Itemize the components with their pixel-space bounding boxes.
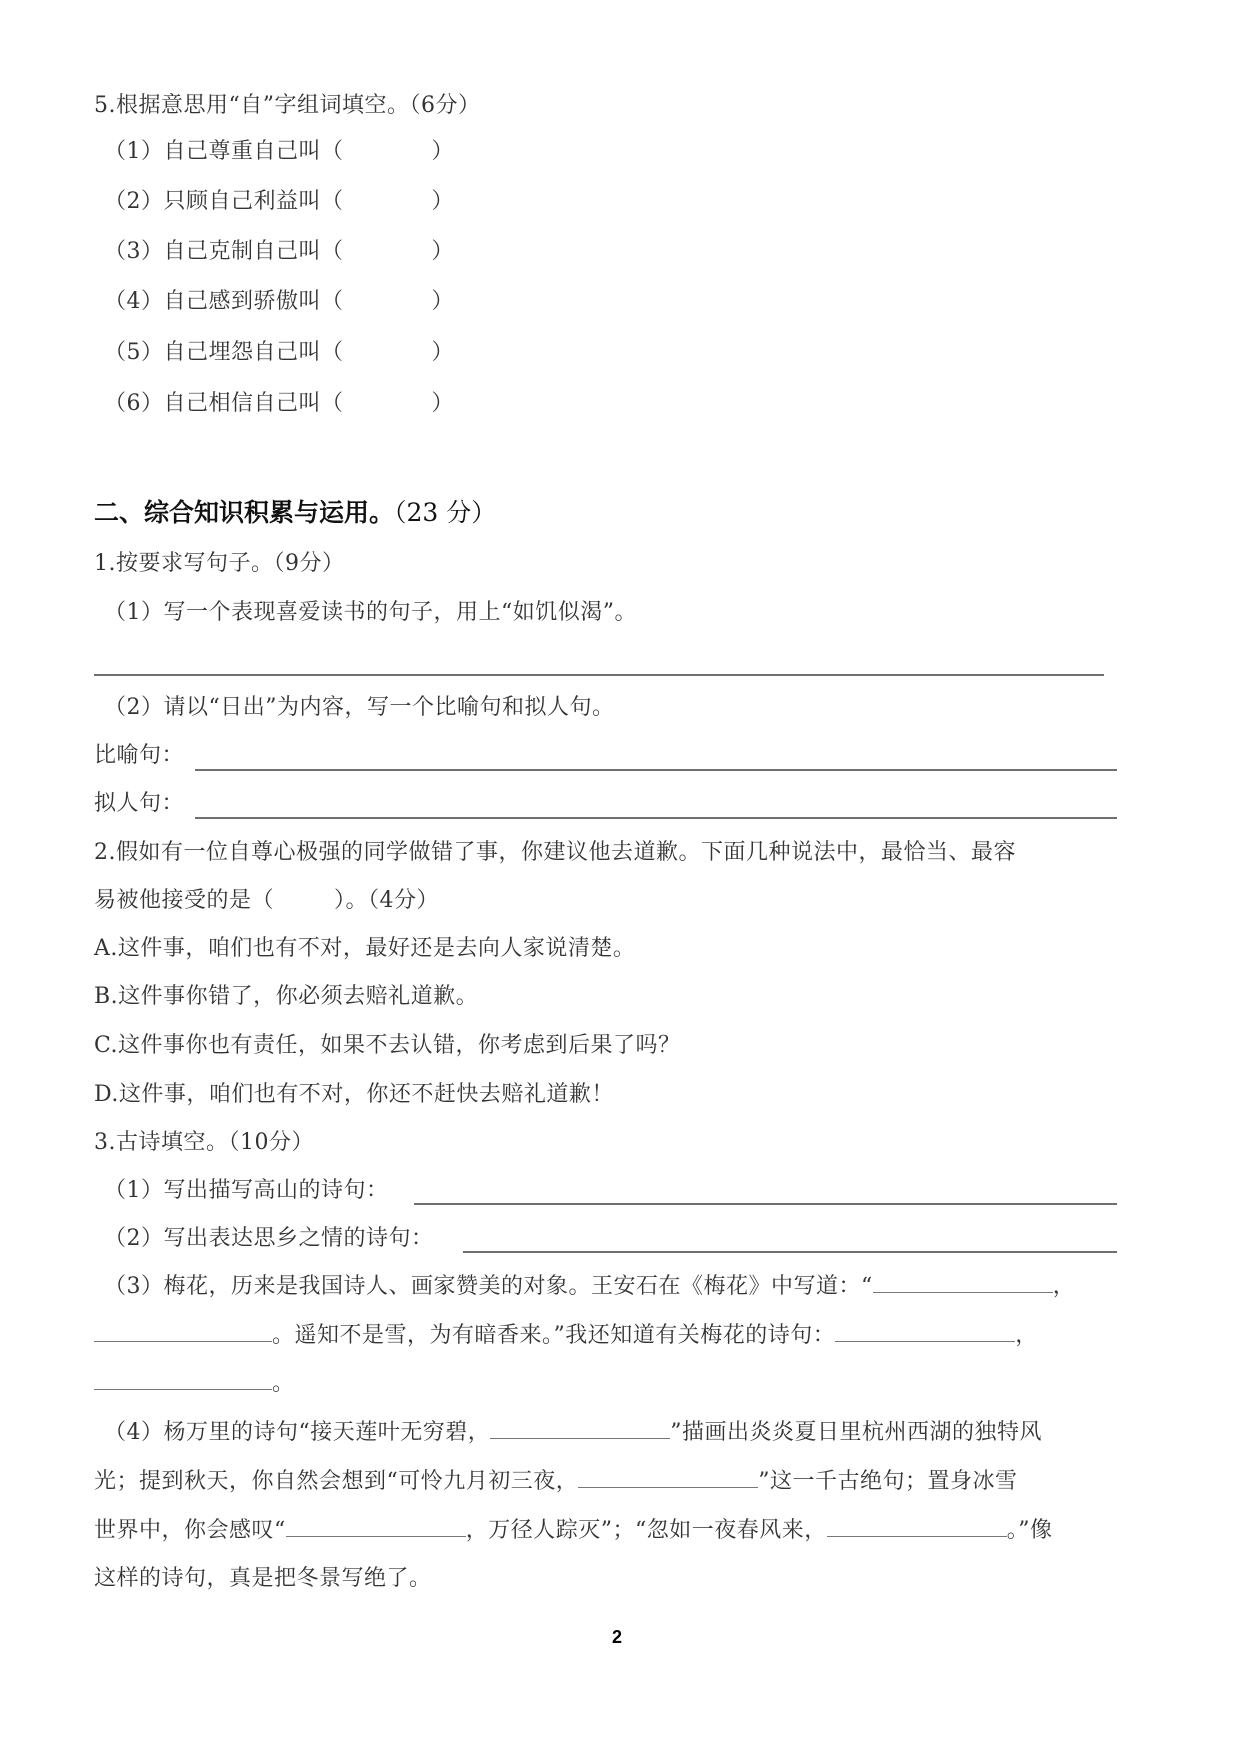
q3-part4-blank4[interactable] — [827, 1516, 1007, 1537]
q5-item-5 — [104, 338, 454, 368]
q2-title-line2 — [94, 886, 439, 916]
q2-option-a: A.这件事，咱们也有不对，最好还是去向人家说清楚。 — [94, 936, 636, 961]
q3-part4-blank1[interactable] — [490, 1418, 670, 1439]
q3-part4-text3a: 世界中，你会感叹“ — [94, 1518, 286, 1543]
q3-part3-blank1[interactable] — [873, 1272, 1053, 1293]
q5-item-4-label: （4）自己感到骄傲叫（ — [104, 289, 344, 314]
q3-part4-blank2[interactable] — [578, 1467, 758, 1488]
q3-part4-text2b: ”这一千古绝句；置身冰雪 — [758, 1469, 1018, 1494]
q2-title-line2-a: 易被他接受的是（ — [94, 888, 275, 913]
personification-answer-line[interactable] — [195, 817, 1117, 819]
personification-label: 拟人句： — [94, 791, 185, 816]
q5-item-2-label: （2）只顾自己利益叫（ — [104, 189, 344, 214]
q3-part3-blank4[interactable] — [94, 1369, 272, 1390]
q5-item-3 — [104, 237, 454, 267]
q5-item-2 — [104, 187, 454, 217]
q3-part3-line1 — [104, 1272, 1075, 1302]
q3-part3-line3 — [94, 1369, 295, 1399]
q3-part3-text1: （3）梅花，历来是我国诗人、画家赞美的对象。王安石在《梅花》中写道：“ — [104, 1274, 873, 1299]
q5-item-2-close: ） — [431, 189, 455, 214]
q5-item-1 — [104, 137, 454, 167]
q3-part4-text3b: ，万径人踪灭”；“忽如一夜春风来， — [465, 1518, 827, 1543]
q5-item-5-close: ） — [431, 340, 455, 365]
q2-title-line2-b: ）。（4分） — [334, 888, 440, 913]
q1-part2: （2）请以“日出”为内容，写一个比喻句和拟人句。 — [104, 695, 615, 720]
q1-title: 1.按要求写句子。（9分） — [94, 551, 345, 576]
q2-title-line1: 2.假如有一位自尊心极强的同学做错了事，你建议他去道歉。下面几种说法中，最恰当、最容 — [94, 840, 1016, 865]
q3-part4-line1 — [104, 1418, 1042, 1448]
q3-part4-line4: 这样的诗句，真是把冬景写绝了。 — [94, 1566, 432, 1591]
section-title: 二、综合知识积累与运用。 — [94, 498, 395, 527]
q3-part4-line2 — [94, 1467, 1018, 1497]
section-heading — [94, 497, 496, 529]
q2-option-b: B.这件事你错了，你必须去赔礼道歉。 — [94, 984, 479, 1009]
q5-item-5-label: （5）自己埋怨自己叫（ — [104, 340, 344, 365]
q5-item-3-close: ） — [431, 239, 455, 264]
q3-part4-line3 — [94, 1516, 1053, 1546]
q3-part4-text1b: ”描画出炎炎夏日里杭州西湖的独特风 — [670, 1420, 1042, 1445]
q3-part1-answer-line[interactable] — [414, 1203, 1117, 1205]
q3-part3-line2 — [94, 1321, 1038, 1351]
q3-part3-comma1: ， — [1052, 1274, 1076, 1299]
q1-part1: （1）写一个表现喜爱读书的句子，用上“如饥似渴”。 — [104, 600, 637, 625]
q3-part4-text2a: 光；提到秋天，你自然会想到“可怜九月初三夜， — [94, 1469, 579, 1494]
q5-item-6-label: （6）自己相信自己叫（ — [104, 391, 344, 416]
section-score: （23 分） — [394, 498, 497, 527]
q3-title: 3.古诗填空。（10分） — [94, 1130, 314, 1155]
q5-item-1-close: ） — [431, 139, 455, 164]
q3-part3-text2: 。遥知不是雪，为有暗香来。”我还知道有关梅花的诗句： — [272, 1323, 836, 1348]
q5-item-4-close: ） — [431, 289, 455, 314]
page-number: 2 — [612, 1627, 623, 1647]
q3-part3-blank2[interactable] — [94, 1321, 272, 1342]
q5-item-6 — [104, 389, 454, 419]
q3-part1: （1）写出描写高山的诗句： — [104, 1178, 389, 1203]
q2-option-c: C.这件事你也有责任，如果不去认错，你考虑到后果了吗？ — [94, 1033, 681, 1058]
q5-item-6-close: ） — [431, 391, 455, 416]
q5-item-1-label: （1）自己尊重自己叫（ — [104, 139, 344, 164]
q1-part1-answer-line[interactable] — [94, 674, 1104, 676]
q5-title: 5.根据意思用“自”字组词填空。（6分） — [94, 93, 481, 118]
q5-item-3-label: （3）自己克制自己叫（ — [104, 239, 344, 264]
q5-item-4 — [104, 287, 454, 317]
simile-answer-line[interactable] — [195, 769, 1117, 771]
q2-option-d: D.这件事，咱们也有不对，你还不赶快去赔礼道歉！ — [94, 1082, 614, 1107]
q3-part3-period: 。 — [272, 1371, 295, 1396]
q3-part3-comma2: ， — [1015, 1323, 1038, 1348]
q3-part2: （2）写出表达思乡之情的诗句： — [104, 1226, 434, 1251]
simile-label: 比喻句： — [94, 743, 185, 768]
q3-part4-text1a: （4）杨万里的诗句“接天莲叶无穷碧， — [104, 1420, 491, 1445]
q3-part4-text3c: 。”像 — [1006, 1518, 1053, 1543]
q3-part4-blank3[interactable] — [286, 1516, 466, 1537]
q3-part2-answer-line[interactable] — [463, 1251, 1117, 1253]
q3-part3-blank3[interactable] — [835, 1321, 1015, 1342]
